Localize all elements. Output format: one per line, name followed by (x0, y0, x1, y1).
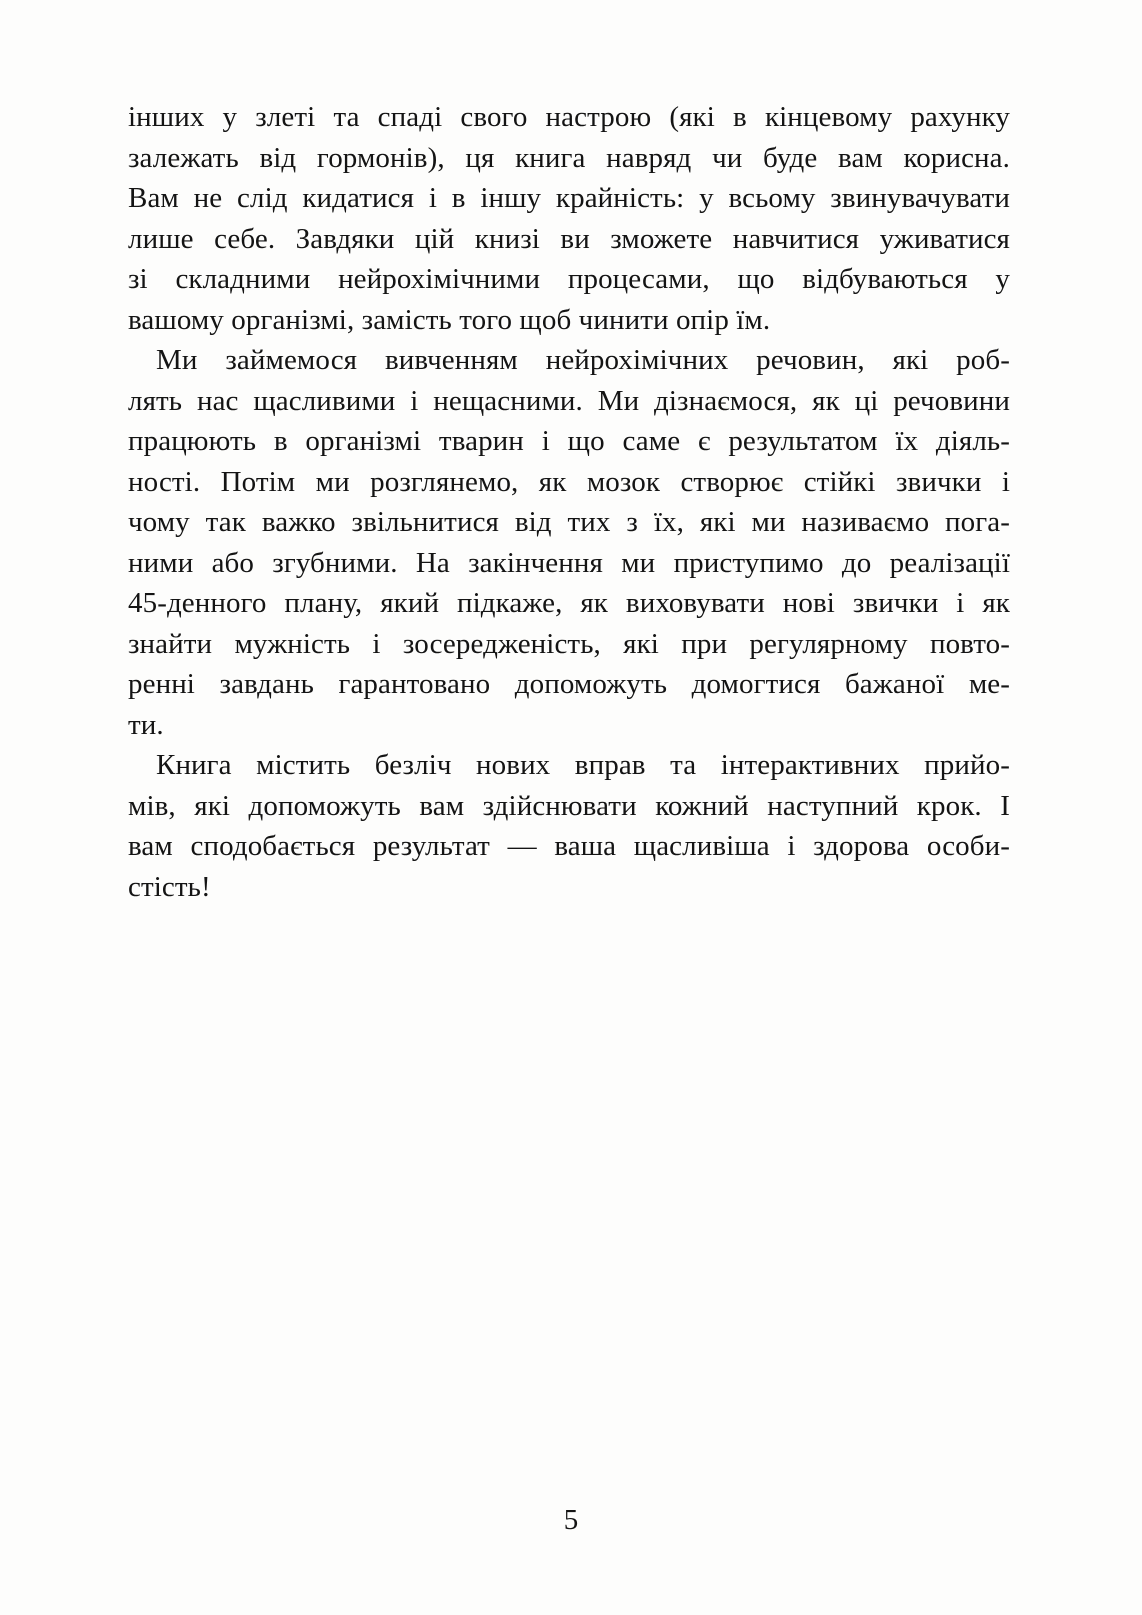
text-line: працюють в організмі тварин і що саме є результатом їх діяль- (128, 425, 1010, 457)
text-line: стість! (128, 870, 211, 903)
paragraph-3 (128, 745, 1010, 907)
text-line: 45-денного плану, який підкаже, як виховувати нові звички і як (128, 587, 1010, 619)
text-line: ності. Потім ми розглянемо, як мозок створює стійкі звички і (128, 465, 1010, 498)
text-line: лише себе. Завдяки цій книзі ви зможете навчитися уживатися (128, 222, 1010, 255)
text-line: інших у злеті та спаді свого настрою (які в кінцевому рахунку (128, 101, 1010, 133)
paragraph-1 (128, 97, 1010, 340)
text-line: ренні завдань гарантовано допоможуть домогтися бажаної ме- (128, 668, 1010, 700)
text-line: залежать від гормонів), ця книга навряд чи буде вам корисна. (128, 141, 1010, 174)
text-line: Ми займемося вивченням нейрохімічних речовин, які роб- (156, 344, 1010, 376)
text-line: лять нас щасливими і нещасними. Ми дізнаємося, як ці речовини (128, 384, 1010, 417)
text-line: вашому організмі, замість того щоб чинити опір їм. (128, 303, 771, 336)
text-line: знайти мужність і зосередженість, які при регулярному повто- (128, 627, 1010, 660)
text-line: ними або згубними. На закінчення ми приступимо до реалізації (128, 546, 1010, 579)
page-number: 5 (563, 1504, 579, 1536)
text-line: ти. (128, 708, 164, 741)
text-line: вам сподобається результат — ваша щасливіша і здорова особи- (128, 830, 1010, 862)
paragraph-2 (128, 340, 1010, 745)
text-line: Книга містить безліч нових вправ та інтерактивних прийо- (156, 749, 1010, 781)
text-line: зі складними нейрохімічними процесами, що відбуваються у (128, 263, 1010, 295)
text-line: мів, які допоможуть вам здійснювати кожний наступний крок. І (128, 789, 1010, 822)
text-line: чому так важко звільнитися від тих з їх, які ми називаємо пога- (128, 506, 1010, 538)
page-text (128, 97, 1010, 907)
text-line: Вам не слід кидатися і в іншу крайність: у всьому звинувачувати (128, 182, 1010, 214)
